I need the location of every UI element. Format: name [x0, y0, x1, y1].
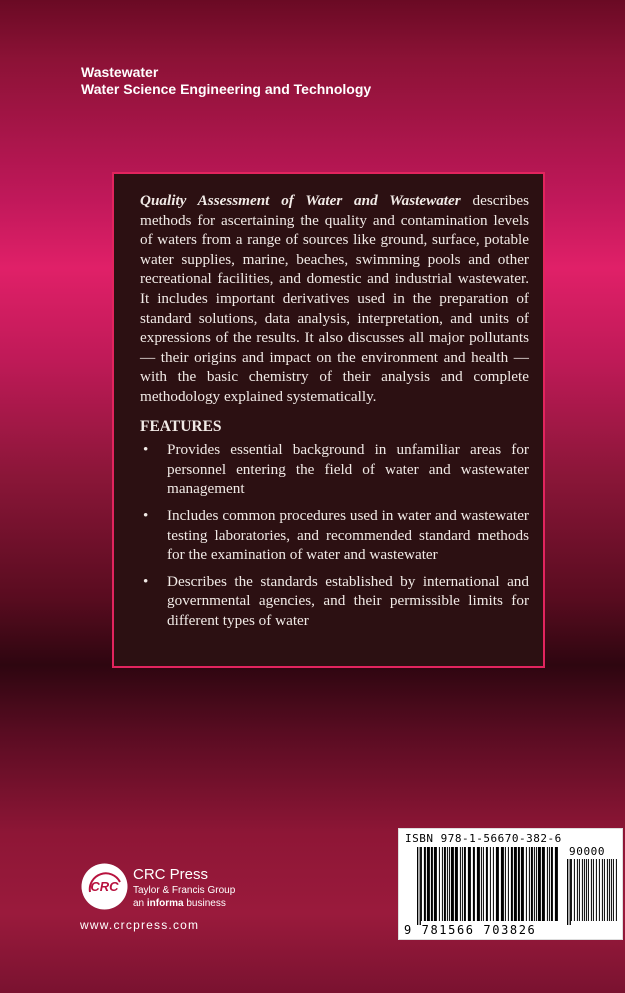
barcode-bar	[551, 847, 553, 921]
barcode-bar	[496, 847, 499, 921]
barcode-bar	[584, 859, 585, 921]
barcode-bar	[588, 859, 589, 921]
publisher-block	[133, 866, 235, 910]
barcode-bar	[455, 847, 458, 921]
features-list	[140, 440, 529, 630]
barcode-bar	[483, 847, 484, 921]
barcode-bar	[449, 847, 450, 921]
barcode-bar	[508, 847, 509, 921]
barcode-bar	[462, 847, 463, 921]
bullet-icon: •	[143, 441, 149, 459]
description-panel	[112, 172, 545, 668]
barcode-bar	[611, 859, 612, 921]
barcode-bar	[593, 859, 594, 921]
logo-text: CRC	[90, 879, 119, 894]
bullet-icon: •	[143, 572, 149, 590]
price-code: 90000	[569, 845, 606, 858]
feature-text: Describes the standards established by international and governmental agencies, and their permissible limits for different types of water	[167, 572, 529, 629]
barcode-bar	[420, 847, 421, 925]
book-description	[140, 191, 529, 407]
feature-text: Includes common procedures used in water and wastewater testing laboratories, and recommended standard methods for the examination of water and wastewater	[167, 506, 529, 564]
barcode-bar	[555, 847, 558, 921]
barcode-bar	[473, 847, 475, 921]
barcode-bar	[604, 859, 605, 921]
barcode-bar	[607, 859, 608, 921]
barcode-bar	[599, 859, 600, 921]
feature-text: Provides essential background in unfamiliar areas for personnel entering the field of water and wastewater management	[167, 441, 529, 498]
feature-item	[140, 572, 529, 631]
barcode-bar	[424, 847, 426, 921]
barcode-bar	[582, 859, 583, 921]
barcode-bar	[602, 859, 603, 921]
barcode-bar	[526, 847, 527, 921]
barcode-bar	[534, 847, 535, 921]
barcode-bar	[536, 847, 537, 921]
barcode-bar	[613, 859, 614, 921]
barcode-bar	[421, 847, 422, 921]
feature-item	[140, 440, 529, 499]
publisher-group: Taylor & Francis Group	[133, 885, 236, 896]
description-body: describes methods for ascertaining the quality and contamination levels of waters from a range of sources like ground, surface, potable water supplies, marine, beaches, swimming pools and other recreational facilities, and domestic and industrial wastewater. It includes important derivatives used in the preparation of standard solutions, data analysis, interpretation, and units of expressions of the results. It also discusses all major pollutants — their origins and impact on the environment and health — with the basic chemistry of their analysis and complete methodology explained systematically.	[140, 192, 529, 405]
publisher-url[interactable]: www.crcpress.com	[80, 918, 200, 932]
crc-logo-icon	[80, 862, 129, 911]
barcode-bar	[486, 847, 488, 921]
crc-logo-graphic	[80, 862, 129, 911]
barcode-bar	[444, 847, 446, 921]
barcode-bar	[511, 847, 513, 921]
publisher-tagline: an informa business	[133, 898, 226, 909]
series-name: Wastewater	[81, 64, 159, 80]
ean-number: 9 781566 703826	[404, 923, 537, 937]
barcode-bar	[505, 847, 506, 921]
barcode-bar	[531, 847, 533, 921]
barcode-bar	[464, 847, 466, 921]
isbn-barcode	[398, 828, 623, 940]
barcode-bar	[577, 859, 578, 921]
barcode-bar	[514, 847, 517, 921]
barcode-bar	[518, 847, 520, 921]
barcode-bar	[477, 847, 480, 921]
barcode-bar	[493, 847, 494, 921]
barcode-bar	[567, 859, 568, 925]
isbn-number: ISBN 978-1-56670-382-6	[405, 832, 562, 845]
barcode-bar	[439, 847, 440, 921]
barcode-bar	[501, 847, 504, 921]
series-title-block	[81, 64, 371, 98]
publisher-name: CRC Press	[133, 866, 209, 883]
barcode-bar	[542, 847, 545, 921]
barcode-bar	[468, 847, 471, 921]
barcode-bar	[574, 859, 575, 921]
barcode-bar	[591, 859, 592, 921]
barcode-bar	[616, 859, 617, 921]
barcode-bar	[451, 847, 454, 921]
barcode-bar	[609, 859, 610, 921]
barcode-bar	[447, 847, 448, 921]
barcode-bar	[538, 847, 541, 921]
barcode-bar	[481, 847, 482, 921]
barcode-bar	[431, 847, 433, 921]
barcode-bar	[442, 847, 443, 921]
barcode-bar	[549, 847, 550, 921]
barcode-bar	[521, 847, 524, 921]
features-heading: FEATURES	[140, 417, 222, 435]
barcode-bar	[529, 847, 530, 921]
barcode-bar	[596, 859, 597, 921]
barcode-bar	[579, 859, 580, 921]
barcode-bar	[490, 847, 491, 921]
barcode-bar	[570, 859, 571, 925]
barcode-bar	[547, 847, 548, 921]
barcode-bar	[417, 847, 418, 925]
bullet-icon: •	[143, 506, 149, 524]
barcode-bar	[571, 859, 572, 921]
barcode-bar	[460, 847, 461, 921]
series-subtitle: Water Science Engineering and Technology	[81, 81, 372, 97]
barcode-bar	[586, 859, 587, 921]
feature-item	[140, 506, 529, 565]
barcode-bar	[434, 847, 437, 921]
book-title: Quality Assessment of Water and Wastewater	[140, 192, 461, 209]
barcode-bar	[427, 847, 430, 921]
